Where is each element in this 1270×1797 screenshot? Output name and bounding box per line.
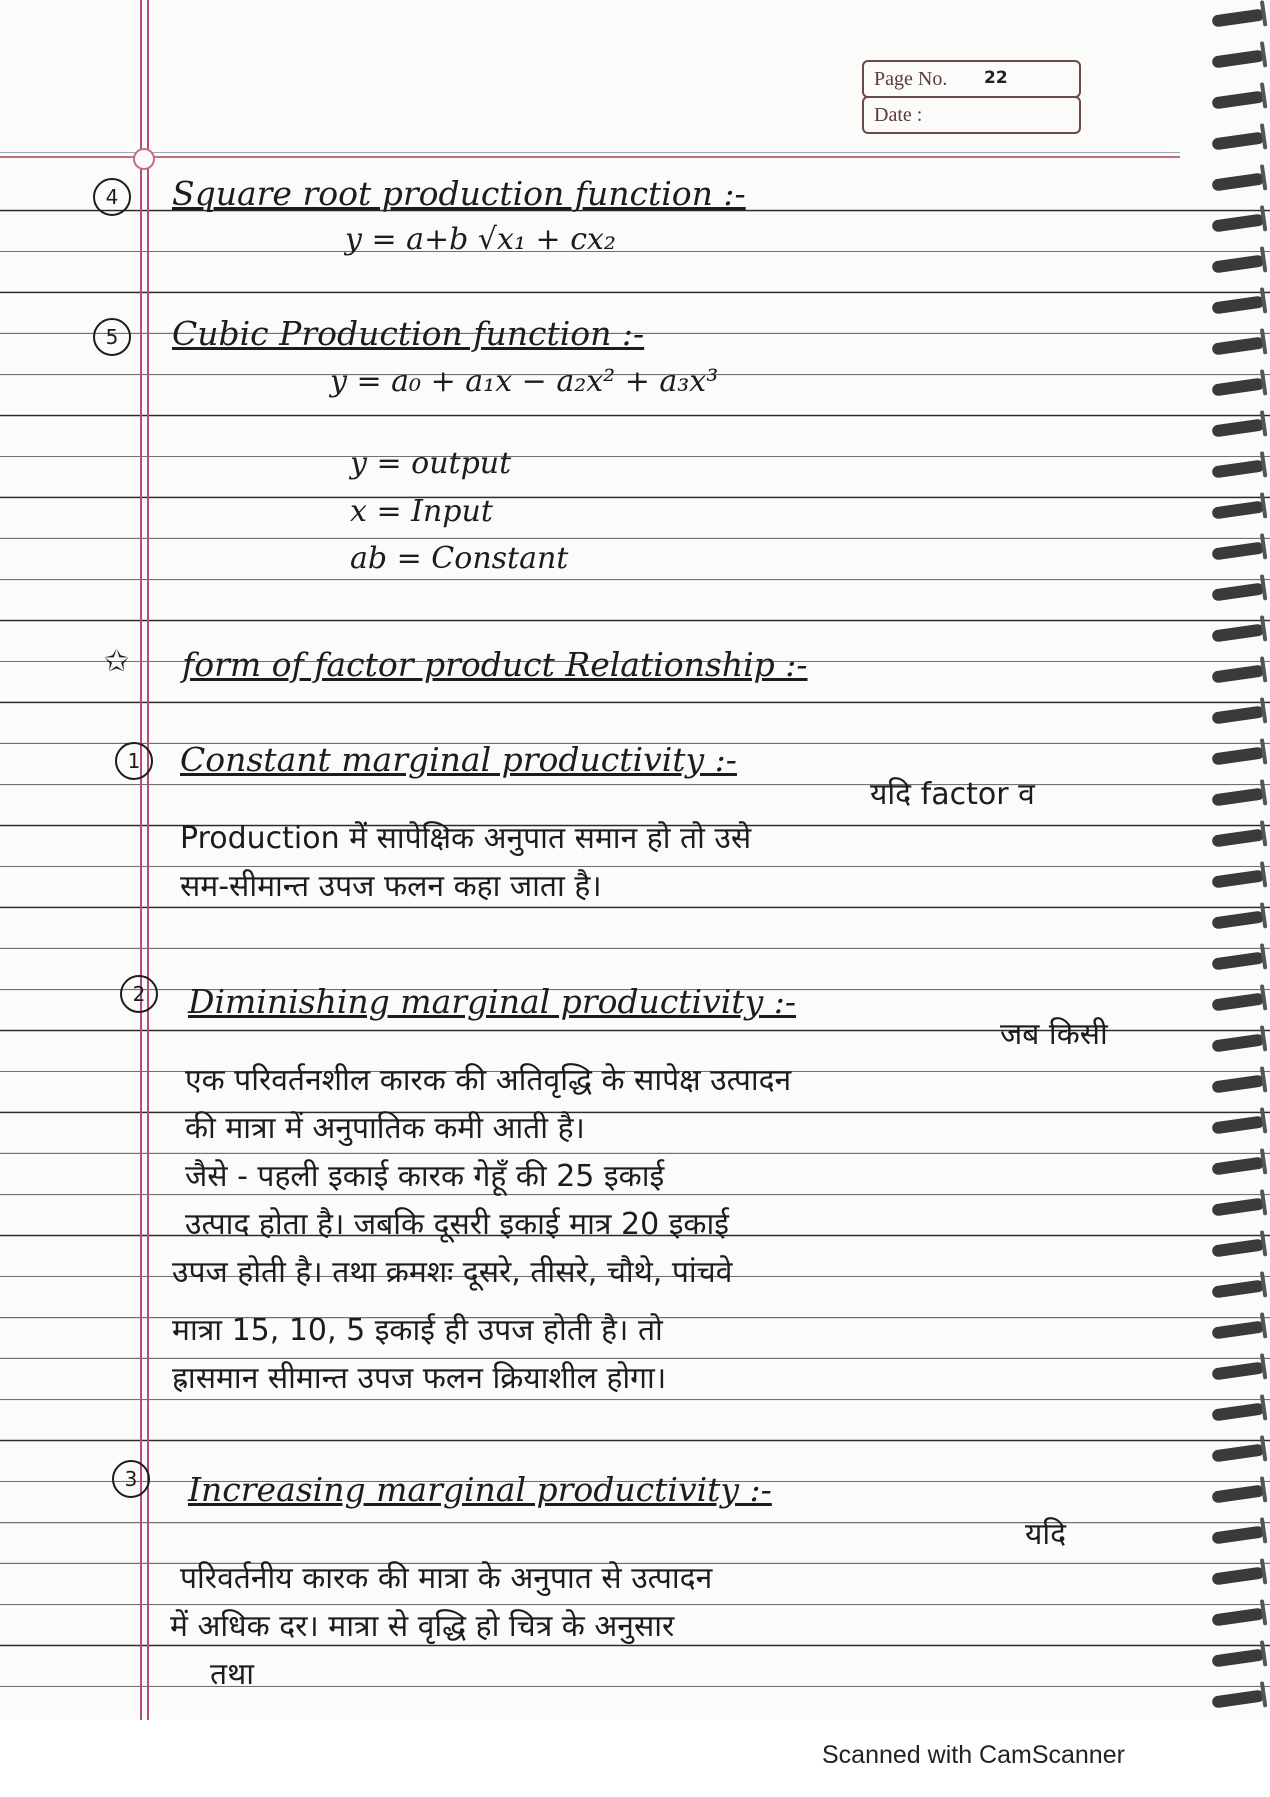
- spiral-binding: [1180, 0, 1270, 1720]
- section-title: Constant marginal productivity :-: [180, 740, 737, 779]
- text-line: सम-सीमान्त उपज फलन कहा जाता है।: [180, 869, 602, 904]
- spiral-coil: [1211, 1648, 1264, 1667]
- section-title: Diminishing marginal productivity :-: [188, 982, 796, 1021]
- spiral-coil: [1211, 1443, 1264, 1462]
- margin-line: [147, 0, 149, 1720]
- text-line: Production में सापेक्षिक अनुपात समान हो तो उसे: [180, 821, 752, 856]
- date-label: Date :: [874, 104, 923, 126]
- section-number: 3: [112, 1460, 150, 1498]
- margin-ring: [133, 148, 155, 170]
- spiral-coil: [1211, 992, 1264, 1011]
- spiral-coil: [1211, 1033, 1264, 1052]
- spiral-coil: [1211, 582, 1264, 601]
- spiral-coil: [1211, 1402, 1264, 1421]
- spiral-coil: [1211, 787, 1264, 806]
- spiral-coil: [1211, 1197, 1264, 1216]
- spiral-coil: [1211, 828, 1264, 847]
- spiral-coil: [1211, 90, 1264, 109]
- definition: ab = Constant: [350, 541, 569, 576]
- text-line: यदि: [1025, 1517, 1067, 1552]
- text-line: मात्रा 15, 10, 5 इकाई ही उपज होती है। तो: [172, 1313, 663, 1348]
- scanner-watermark: Scanned with CamScanner: [822, 1741, 1125, 1769]
- spiral-coil: [1211, 1566, 1264, 1585]
- spiral-coil: [1211, 1279, 1264, 1298]
- spiral-coil: [1211, 336, 1264, 355]
- definition: x = Input: [350, 494, 493, 529]
- formula: y = a₀ + a₁x − a₂x² + a₃x³: [330, 364, 719, 399]
- date-box: [862, 96, 1081, 134]
- spiral-coil: [1211, 869, 1264, 888]
- section-title: form of factor product Relationship :-: [182, 645, 808, 684]
- text-line: में अधिक दर। मात्रा से वृद्धि हो चित्र के अनुसार: [170, 1609, 675, 1644]
- section-number: 1: [115, 742, 153, 780]
- section-number: 2: [120, 975, 158, 1013]
- text-line: तथा: [210, 1657, 255, 1692]
- page-number-box: [862, 60, 1081, 98]
- text-line: जब किसी: [1000, 1017, 1108, 1052]
- spiral-coil: [1211, 213, 1264, 232]
- spiral-coil: [1211, 377, 1264, 396]
- spiral-coil: [1211, 49, 1264, 68]
- spiral-coil: [1211, 1156, 1264, 1175]
- spiral-coil: [1211, 1361, 1264, 1380]
- spiral-coil: [1211, 131, 1264, 150]
- section-number: 5: [93, 318, 131, 356]
- page-number-label: Page No.: [874, 68, 948, 90]
- spiral-coil: [1211, 541, 1264, 560]
- spiral-coil: [1211, 418, 1264, 437]
- text-line: परिवर्तनीय कारक की मात्रा के अनुपात से उत्पादन: [180, 1561, 713, 1596]
- top-margin-rule: [0, 156, 1180, 158]
- spiral-coil: [1211, 172, 1264, 191]
- spiral-coil: [1211, 664, 1264, 683]
- spiral-coil: [1211, 910, 1264, 929]
- spiral-coil: [1211, 951, 1264, 970]
- text-line: यदि factor व: [870, 777, 1035, 812]
- text-line: एक परिवर्तनशील कारक की अतिवृद्धि के सापेक्ष उत्पादन: [185, 1063, 792, 1098]
- spiral-coil: [1211, 1074, 1264, 1093]
- spiral-coil: [1211, 1484, 1264, 1503]
- text-line: की मात्रा में अनुपातिक कमी आती है।: [185, 1111, 585, 1146]
- spiral-coil: [1211, 1689, 1264, 1708]
- text-line: उपज होती है। तथा क्रमशः दूसरे, तीसरे, चौथे, पांचवे: [172, 1255, 733, 1290]
- spiral-coil: [1211, 623, 1264, 642]
- spiral-coil: [1211, 295, 1264, 314]
- spiral-coil: [1211, 1115, 1264, 1134]
- section-title: Cubic Production function :-: [172, 314, 645, 353]
- text-line: ह्रासमान सीमान्त उपज फलन क्रियाशील होगा।: [172, 1361, 667, 1396]
- text-line: उत्पाद होता है। जबकि दूसरी इकाई मात्र 20 इकाई: [185, 1207, 729, 1242]
- page-number-value: 22: [984, 68, 1008, 88]
- definition: y = output: [350, 446, 512, 481]
- section-number: 4: [93, 178, 131, 216]
- spiral-coil: [1211, 459, 1264, 478]
- spiral-coil: [1211, 1320, 1264, 1339]
- top-rule: [0, 152, 1180, 153]
- spiral-coil: [1211, 254, 1264, 273]
- text-line: जैसे - पहली इकाई कारक गेहूँ की 25 इकाई: [185, 1159, 665, 1194]
- formula: y = a+b √x₁ + cx₂: [345, 222, 616, 257]
- spiral-coil: [1211, 746, 1264, 765]
- spiral-coil: [1211, 705, 1264, 724]
- spiral-coil: [1211, 1525, 1264, 1544]
- section-title: Square root production function :-: [172, 174, 746, 213]
- spiral-coil: [1211, 8, 1264, 27]
- spiral-coil: [1211, 500, 1264, 519]
- star-icon: ✩: [104, 644, 130, 679]
- spiral-coil: [1211, 1238, 1264, 1257]
- section-title: Increasing marginal productivity :-: [188, 1470, 772, 1509]
- spiral-coil: [1211, 1607, 1264, 1626]
